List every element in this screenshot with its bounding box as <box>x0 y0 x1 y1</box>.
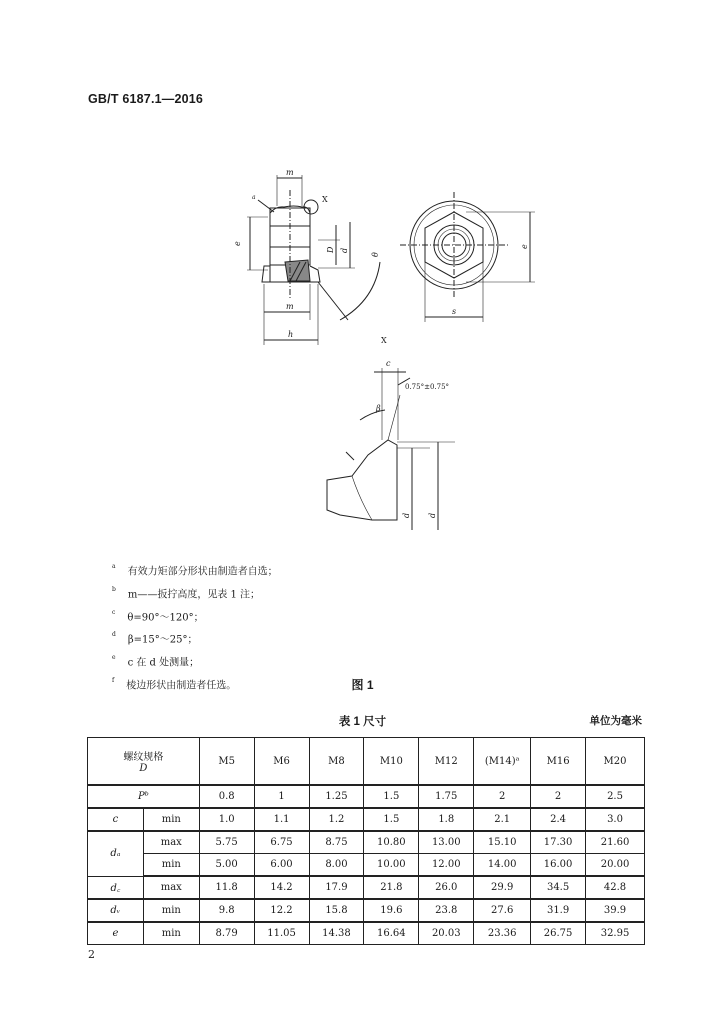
cell: 15.10 <box>474 831 531 854</box>
side-view <box>247 175 380 345</box>
cell: 11.05 <box>254 922 309 945</box>
label-tolerance: 0.75°±0.75° <box>405 383 450 391</box>
label-x-detail: X <box>381 336 387 345</box>
row-limit: min <box>143 899 199 922</box>
table-row <box>88 854 645 877</box>
cell: 1.75 <box>419 785 474 808</box>
cell: 2 <box>474 785 531 808</box>
size-header: M8 <box>309 738 364 786</box>
note-e: $^e$ c 在 d 处测量； <box>112 654 200 669</box>
cell: 26.0 <box>419 876 474 899</box>
cell: 14.38 <box>309 922 364 945</box>
label-beta: β <box>376 404 381 413</box>
cell: 16.00 <box>531 854 586 877</box>
cell: 11.8 <box>199 876 254 899</box>
cell: 8.00 <box>309 854 364 877</box>
cell: 19.6 <box>364 899 419 922</box>
cell: 1.8 <box>419 808 474 831</box>
table-row <box>88 831 645 854</box>
dimensions-table <box>87 737 645 945</box>
cell: 9.8 <box>199 899 254 922</box>
note-f: $^f$ 棱边形状由制造者任选。 <box>112 677 237 692</box>
label-e-side: e <box>233 241 242 246</box>
cell: 34.5 <box>531 876 586 899</box>
row-symbol: Pᵇ <box>88 785 200 808</box>
row-limit: max <box>143 876 199 899</box>
note-d: $^d$ β=15°～25°； <box>112 631 198 646</box>
cell: 1.25 <box>309 785 364 808</box>
label-e-top: e <box>520 244 529 249</box>
cell: 6.75 <box>254 831 309 854</box>
row-limit: min <box>143 922 199 945</box>
cell: 1.2 <box>309 808 364 831</box>
cell: 2.4 <box>531 808 586 831</box>
figure-caption: 图 1 <box>351 678 374 692</box>
cell: 2.1 <box>474 808 531 831</box>
label-m: m <box>286 302 294 311</box>
cell: 1.0 <box>199 808 254 831</box>
cell: 23.8 <box>419 899 474 922</box>
note-b: $^b$ m——扳拧高度，见表 1 注； <box>112 585 261 601</box>
cell: 29.9 <box>474 876 531 899</box>
cell: 13.00 <box>419 831 474 854</box>
label-theta: θ <box>371 252 380 257</box>
table-row <box>88 808 645 831</box>
size-header: M5 <box>199 738 254 786</box>
row-symbol: dₐ <box>88 831 144 876</box>
cell: 14.2 <box>254 876 309 899</box>
label-s: s <box>452 307 457 316</box>
cell: 20.03 <box>419 922 474 945</box>
label-c: c <box>386 359 391 368</box>
page-number: 2 <box>88 948 95 961</box>
label-dw-detail: d <box>402 512 411 518</box>
detail-x-view <box>327 368 455 530</box>
table-caption: 表 1 尺寸 <box>338 716 387 728</box>
row-symbol: dᵥ <box>88 899 144 922</box>
size-header: (M14)ᵃ <box>474 738 531 786</box>
cell: 31.9 <box>531 899 586 922</box>
cell: 21.8 <box>364 876 419 899</box>
cell: 5.00 <box>199 854 254 877</box>
row-limit: min <box>143 854 199 877</box>
row-limit: max <box>143 831 199 854</box>
label-dc-detail: d <box>428 512 437 518</box>
size-header: M16 <box>531 738 586 786</box>
table-header-row <box>88 738 645 786</box>
label-d: D <box>326 246 335 253</box>
cell: 15.8 <box>309 899 364 922</box>
cell: 12.00 <box>419 854 474 877</box>
cell: 3.0 <box>586 808 645 831</box>
label-a: a <box>252 194 256 201</box>
cell: 17.9 <box>309 876 364 899</box>
row-symbol: d꜀ <box>88 876 144 899</box>
note-a: $^a$ 有效力矩部分形状由制造者自选； <box>112 563 278 578</box>
size-header: M10 <box>364 738 419 786</box>
table-unit: 单位为毫米 <box>589 715 642 727</box>
cell: 8.75 <box>309 831 364 854</box>
label-x: X <box>322 195 328 204</box>
label-dw: d <box>340 247 349 253</box>
standard-code: GB/T 6187.1—2016 <box>88 92 204 106</box>
size-header: M12 <box>419 738 474 786</box>
row-symbol: e <box>88 922 144 945</box>
cell: 16.64 <box>364 922 419 945</box>
cell: 27.6 <box>474 899 531 922</box>
cell: 17.30 <box>531 831 586 854</box>
cell: 14.00 <box>474 854 531 877</box>
cell: 1.1 <box>254 808 309 831</box>
cell: 39.9 <box>586 899 645 922</box>
row-limit: min <box>143 808 199 831</box>
cell: 0.8 <box>199 785 254 808</box>
cell: 2 <box>531 785 586 808</box>
cell: 6.00 <box>254 854 309 877</box>
cell: 26.75 <box>531 922 586 945</box>
label-mw: m <box>286 168 294 177</box>
cell: 12.2 <box>254 899 309 922</box>
table-row <box>88 899 645 922</box>
cell: 1.5 <box>364 808 419 831</box>
cell: 5.75 <box>199 831 254 854</box>
cell: 10.00 <box>364 854 419 877</box>
note-c: $^c$ θ=90°～120°； <box>112 608 204 623</box>
cell: 10.80 <box>364 831 419 854</box>
cell: 8.79 <box>199 922 254 945</box>
cell: 1.5 <box>364 785 419 808</box>
cell: 20.00 <box>586 854 645 877</box>
table-row <box>88 785 645 808</box>
cell: 23.36 <box>474 922 531 945</box>
cell: 42.8 <box>586 876 645 899</box>
label-h: h <box>288 330 294 339</box>
table-row <box>88 876 645 899</box>
cell: 1 <box>254 785 309 808</box>
size-header: M20 <box>586 738 645 786</box>
cell: 32.95 <box>586 922 645 945</box>
top-view <box>400 192 535 322</box>
size-header: M6 <box>254 738 309 786</box>
cell: 21.60 <box>586 831 645 854</box>
cell: 2.5 <box>586 785 645 808</box>
row-symbol: c <box>88 808 144 831</box>
thread-spec-header: 螺纹规格 D <box>88 738 200 786</box>
table-row <box>88 922 645 945</box>
